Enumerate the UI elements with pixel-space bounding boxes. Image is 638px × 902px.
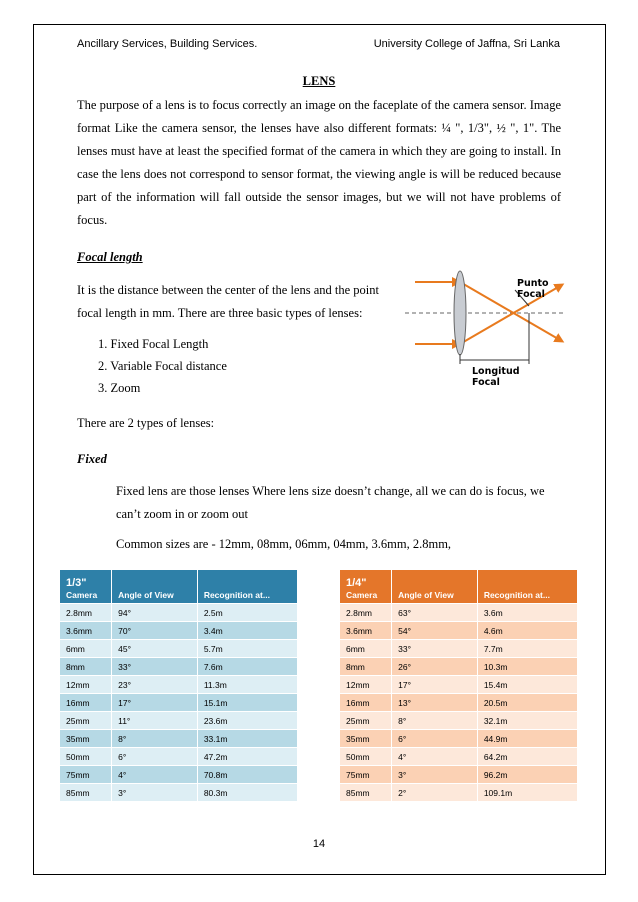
focal-length-diagram	[405, 268, 565, 398]
table-cell: 50mm	[60, 748, 112, 766]
table-cell: 7.7m	[477, 640, 577, 658]
table-row	[340, 694, 578, 712]
table-cell: 20.5m	[477, 694, 577, 712]
table-cell: 44.9m	[477, 730, 577, 748]
table-cell: 94°	[112, 604, 198, 622]
table-row	[60, 784, 298, 802]
table-cell: 96.2m	[477, 766, 577, 784]
fixed-heading: Fixed	[77, 452, 107, 466]
ray-top-out	[460, 282, 560, 340]
table-cell: 3°	[392, 766, 478, 784]
table-one-quarter-inch	[340, 570, 578, 802]
focal-length-heading: Focal length	[77, 250, 143, 264]
table-cell: 12mm	[340, 676, 392, 694]
table-row	[60, 694, 298, 712]
focal-line-2: focal length in mm. There are three basic types of lenses:	[77, 306, 363, 320]
table-cell: 6mm	[340, 640, 392, 658]
table-row	[60, 604, 298, 622]
table-cell: 3.6mm	[60, 622, 112, 640]
header-left: Ancillary Services, Building Services.	[77, 38, 258, 50]
table-row	[340, 784, 578, 802]
table-cell: 17°	[112, 694, 198, 712]
table-row	[60, 712, 298, 730]
table-cell: 33°	[392, 640, 478, 658]
page-number: 14	[312, 838, 326, 850]
table-body	[340, 604, 578, 802]
table-cell: 6mm	[60, 640, 112, 658]
lens-types-list	[98, 333, 227, 399]
table-cell: 80.3m	[197, 784, 297, 802]
table-cell: 25mm	[340, 712, 392, 730]
table-cell: 15.4m	[477, 676, 577, 694]
lens-icon	[454, 271, 466, 355]
table-cell: 8°	[392, 712, 478, 730]
table-cell: 35mm	[340, 730, 392, 748]
header-right: University College of Jaffna, Sri Lanka	[373, 38, 560, 50]
table-cell: 45°	[112, 640, 198, 658]
focal-length-label-2: Focal	[472, 377, 500, 388]
table-cell: 2.8mm	[60, 604, 112, 622]
table-cell: 5.7m	[197, 640, 297, 658]
table-cell: 10.3m	[477, 658, 577, 676]
table-cell: 16mm	[340, 694, 392, 712]
table-cell: 47.2m	[197, 748, 297, 766]
focal-line-1: It is the distance between the center of the lens and the point	[77, 283, 379, 297]
table-row	[340, 712, 578, 730]
table-cell: 32.1m	[477, 712, 577, 730]
table-row	[60, 658, 298, 676]
header-camera	[60, 570, 112, 604]
table-cell: 4.6m	[477, 622, 577, 640]
table-cell: 3.6m	[477, 604, 577, 622]
header-recognition: Recognition at...	[197, 570, 297, 604]
table-cell: 3.6mm	[340, 622, 392, 640]
table-row	[60, 676, 298, 694]
table-cell: 23.6m	[197, 712, 297, 730]
table-row	[340, 766, 578, 784]
table-cell: 75mm	[340, 766, 392, 784]
header-camera	[340, 570, 392, 604]
ray-bottom-out	[460, 286, 560, 344]
table-cell: 109.1m	[477, 784, 577, 802]
table-cell: 25mm	[60, 712, 112, 730]
table-cell: 4°	[112, 766, 198, 784]
table-body	[60, 604, 298, 802]
table-cell: 15.1m	[197, 694, 297, 712]
table-cell: 8mm	[60, 658, 112, 676]
table-cell: 7.6m	[197, 658, 297, 676]
table-cell: 17°	[392, 676, 478, 694]
table-cell: 33.1m	[197, 730, 297, 748]
table-cell: 70.8m	[197, 766, 297, 784]
table-row	[340, 676, 578, 694]
table-row	[340, 622, 578, 640]
table-row	[340, 658, 578, 676]
fixed-desc-2: can’t zoom in or zoom out	[116, 507, 249, 521]
table-cell: 11.3m	[197, 676, 297, 694]
table-cell: 75mm	[60, 766, 112, 784]
table-cell: 2.5m	[197, 604, 297, 622]
table-row	[60, 640, 298, 658]
format-label: 1/4"	[346, 577, 367, 589]
table-cell: 6°	[392, 730, 478, 748]
table-cell: 63°	[392, 604, 478, 622]
list-item: 3. Zoom	[98, 381, 141, 395]
table-cell: 33°	[112, 658, 198, 676]
focal-point-label-1: Punto	[517, 278, 549, 289]
table-one-third-inch	[60, 570, 298, 802]
fixed-desc-1: Fixed lens are those lenses Where lens size doesn’t change, all we can do is focus, we	[116, 484, 545, 498]
table-row	[60, 730, 298, 748]
header-label: Camera	[346, 590, 378, 600]
table-cell: 23°	[112, 676, 198, 694]
table-row	[340, 748, 578, 766]
table-row	[60, 748, 298, 766]
table-cell: 3.4m	[197, 622, 297, 640]
page-title: LENS	[302, 74, 336, 88]
list-item: 2. Variable Focal distance	[98, 359, 227, 373]
list-item: 1. Fixed Focal Length	[98, 337, 209, 351]
table-cell: 26°	[392, 658, 478, 676]
table-cell: 85mm	[340, 784, 392, 802]
table-cell: 35mm	[60, 730, 112, 748]
table-cell: 8mm	[340, 658, 392, 676]
table-cell: 2.8mm	[340, 604, 392, 622]
table-cell: 3°	[112, 784, 198, 802]
table-cell: 12mm	[60, 676, 112, 694]
table-row	[60, 622, 298, 640]
header-label: Camera	[66, 590, 98, 600]
types-intro: There are 2 types of lenses:	[77, 416, 215, 430]
table-cell: 85mm	[60, 784, 112, 802]
focal-point-label-2: Focal	[517, 289, 545, 300]
table-row	[60, 766, 298, 784]
table-cell: 64.2m	[477, 748, 577, 766]
table-cell: 11°	[112, 712, 198, 730]
format-label: 1/3"	[66, 577, 87, 589]
focal-length-label-1: Longitud	[472, 366, 520, 377]
common-sizes: Common sizes are - 12mm, 08mm, 06mm, 04mm, 3.6mm, 2.8mm,	[116, 537, 452, 551]
table-cell: 54°	[392, 622, 478, 640]
header-angle: Angle of View	[112, 570, 198, 604]
table-cell: 70°	[112, 622, 198, 640]
table-cell: 6°	[112, 748, 198, 766]
table-cell: 8°	[112, 730, 198, 748]
header-recognition: Recognition at...	[477, 570, 577, 604]
table-cell: 13°	[392, 694, 478, 712]
table-row	[340, 604, 578, 622]
table-row	[340, 730, 578, 748]
table-cell: 2°	[392, 784, 478, 802]
table-cell: 4°	[392, 748, 478, 766]
table-cell: 50mm	[340, 748, 392, 766]
table-row	[340, 640, 578, 658]
header-angle: Angle of View	[392, 570, 478, 604]
table-cell: 16mm	[60, 694, 112, 712]
intro-paragraph: The purpose of a lens is to focus correctly an image on the faceplate of the camera sensor. Image format Like the camera sensor, the lenses have also different formats: ¼ ", 1/3", ½ ", 1". The lenses must have at least the specified format of the camera in which they are going to install. In case the lens does not correspond to sensor format, the viewing angle is will be reduced because part of the information will fall outside the sensor images, but we will not have problems of focus.	[77, 98, 561, 227]
